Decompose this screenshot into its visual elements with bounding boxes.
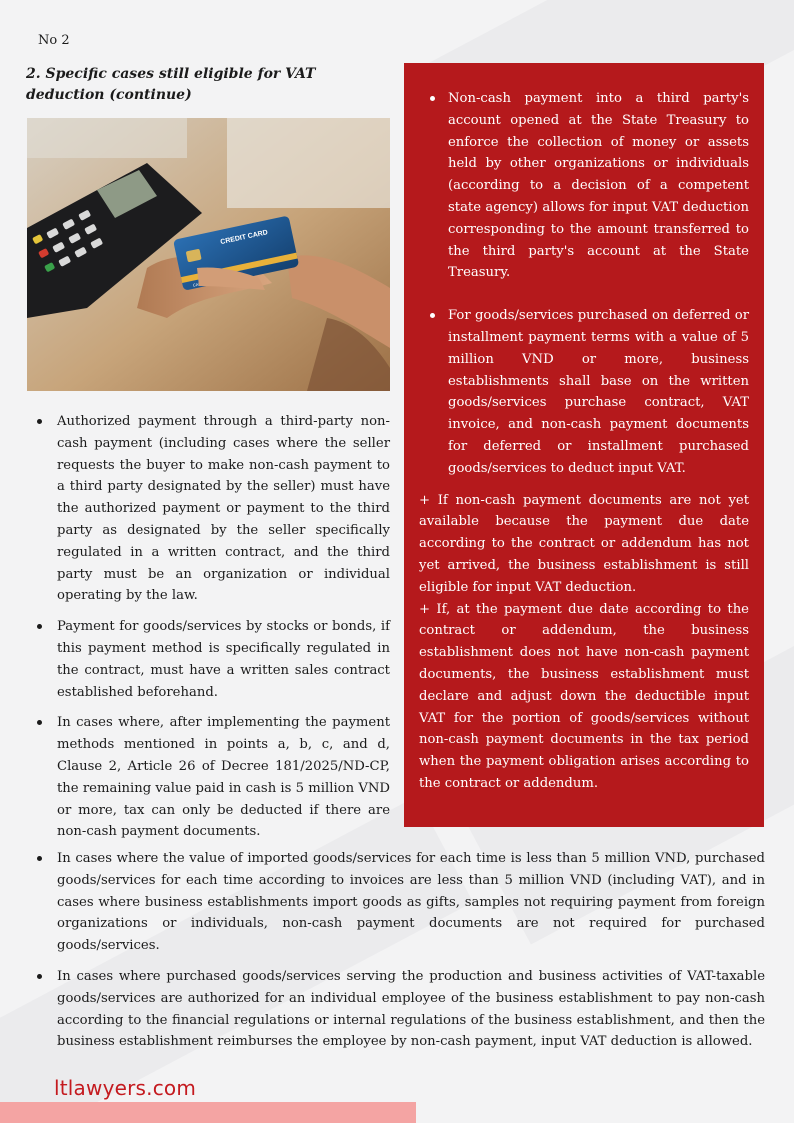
highlight-list-item: Non-cash payment into a third party's account opened at the State Treasury to enforce the collection of money or assets held by other organizations or individuals (according to a decision of a competent state agency) allows for input VAT deduction corresponding to the amount transferred to the third party's account at the State Treasury. <box>419 88 749 284</box>
credit-card-photo <box>27 118 390 391</box>
list-item: Payment for goods/services by stocks or bonds, if this payment method is specifically regulated in the contract, must have a written sales contract established beforehand. <box>27 616 390 703</box>
bottom-bullet-list <box>27 848 765 1053</box>
highlight-bullet-list <box>419 88 749 480</box>
left-column <box>27 411 390 852</box>
list-item: In cases where, after implementing the payment methods mentioned in points a, b, c, and d, Clause 2, Article 26 of Decree 181/2025/ND-CP, the remaining value paid in cash is 5 million VND or more, tax can only be deducted if there are non-cash payment documents. <box>27 712 390 843</box>
bottom-section <box>27 848 765 1062</box>
list-item: In cases where the value of imported goods/services for each time is less than 5 million VND, purchased goods/services for each time according to invoices are less than 5 million VND (including VAT), and in cases where business establishments import goods as gifts, samples not requiring payment from foreign organizations or individuals, non-cash payment documents are not required for purchased goods/services. <box>27 848 765 957</box>
list-item: Authorized payment through a third-party non-cash payment (including cases where the seller requests the buyer to make non-cash payment to a third party designated by the seller) must have the authorized payment or payment to the third party as designated by the seller specifically regulated in a written contract, and the third party must be an organization or individual operating by the law. <box>27 411 390 607</box>
section-title: 2. Specific cases still eligible for VAT deduction (continue) <box>26 66 316 103</box>
highlight-box <box>404 63 764 827</box>
page-number: No 2 <box>38 33 70 48</box>
footer-bar <box>0 1102 416 1123</box>
highlight-list-item: For goods/services purchased on deferred or installment payment terms with a value of 5 million VND or more, business establishments shall base on the written goods/services purchase contract, VAT invoice, and non-cash payment documents for deferred or installment purchased goods/services to deduct input VAT. <box>419 305 749 479</box>
payment-illustration <box>27 118 390 391</box>
highlight-note: + If, at the payment due date according to the contract or addendum, the business establishment does not have non-cash payment documents, the business establishment must declare and adjust down the deductible input VAT for the portion of goods/services without non-cash payment documents in the tax period when the payment obligation arises according to the contract or addendum. <box>419 601 749 791</box>
highlight-note: + If non-cash payment documents are not yet available because the payment due date according to the contract or addendum has not yet arrived, the business establishment is still eligible for input VAT deduction. <box>419 492 749 595</box>
left-bullet-list <box>27 411 390 843</box>
brand-link[interactable]: ltlawyers.com <box>54 1076 197 1100</box>
list-item: In cases where purchased goods/services serving the production and business activities of VAT-taxable goods/services are authorized for an individual employee of the business establishment to pay non-cash according to the financial regulations or internal regulations of the business establishment, and then the business establishment reimburses the employee by non-cash payment, input VAT deduction is allowed. <box>27 966 765 1053</box>
highlight-notes <box>419 490 749 795</box>
card-label: CREDIT CARD <box>219 229 269 247</box>
